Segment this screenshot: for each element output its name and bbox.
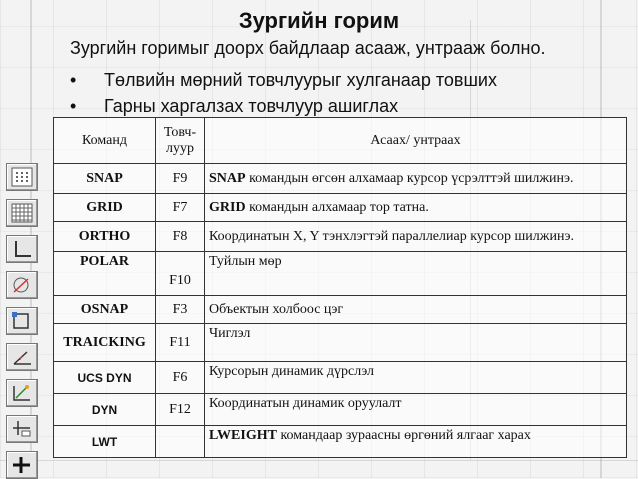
grid-icon [10,202,34,224]
description-cell [205,426,627,458]
dyn-icon [10,418,34,440]
key-cell: F10 [156,252,205,296]
description-text: Объектын холбоос цэг [209,301,344,317]
grid-button[interactable] [6,199,38,227]
description-text: Координатын динамик оруулалт [209,396,402,411]
ucs-dyn-button[interactable] [6,379,38,407]
tracking-button[interactable] [6,343,38,371]
osnap-icon [10,310,34,332]
description-cell [205,222,627,252]
ucs-dyn-icon [10,382,34,404]
description-text: командаар зураасны өргөний ялгааг харах [276,428,531,443]
lwt-button[interactable] [6,451,38,479]
table-row [54,362,627,394]
snap-icon [10,166,34,188]
table-row [54,296,627,324]
command-cell: SNAP [54,164,156,194]
key-cell: F8 [156,222,205,252]
key-cell: F11 [156,324,205,362]
description-text: командын өгсөн алхамаар курсор үсрэлттэй шилжинэ. [245,170,574,186]
tracking-icon [10,346,34,368]
polar-button[interactable] [6,271,38,299]
description-cell [205,362,627,394]
dyn-button[interactable] [6,415,38,443]
description-text: Координатын X, Y тэнхлэгтэй параллелиар курсор шилжинэ. [209,228,574,244]
bullet-text: Гарны харгалзах товчлуур ашиглах [104,96,399,116]
command-cell: GRID [54,194,156,222]
description-cell [205,394,627,426]
header-command: Команд [54,118,156,164]
command-cell: DYN [54,394,156,426]
bullet-item [70,70,497,91]
command-table [53,117,627,458]
header-key: Товч-луур [156,118,205,164]
header-description: Асаах/ унтраах [205,118,627,164]
description-cell [205,296,627,324]
key-cell: F12 [156,394,205,426]
snap-button[interactable] [6,163,38,191]
table-header-row [54,118,627,164]
bullet-text: Төлвийн мөрний товчлуурыг хулганаар товших [104,70,497,90]
key-cell: F6 [156,362,205,394]
slide-title: Зургийн горим [238,8,400,33]
command-cell: OSNAP [54,296,156,324]
description-cell [205,324,627,362]
ortho-icon [10,238,34,260]
description-text: Чиглэл [209,326,251,341]
command-cell: ORTHO [54,222,156,252]
key-cell: F7 [156,194,205,222]
command-cell: LWT [54,426,156,458]
bullet-item [70,96,398,117]
description-keyword: LWEIGHT [209,428,277,443]
description-text: командын алхамаар тор татна. [245,199,429,215]
command-cell: UCS DYN [54,362,156,394]
table-row [54,324,627,362]
description-keyword: SNAP [209,170,246,186]
lwt-icon [10,454,34,476]
ortho-button[interactable] [6,235,38,263]
table-row [54,252,627,296]
table-row [54,394,627,426]
key-cell: F9 [156,164,205,194]
bullet-symbol: • [70,96,77,116]
command-cell: POLAR [54,252,156,296]
description-keyword: GRID [209,199,246,215]
table-row [54,164,627,194]
description-text: Курсорын динамик дүрслэл [209,364,374,379]
bullet-symbol: • [70,70,77,90]
description-cell [205,194,627,222]
key-cell: F3 [156,296,205,324]
description-cell [205,164,627,194]
table-row [54,222,627,252]
command-cell: TRAICKING [54,324,156,362]
table-row [54,426,627,458]
description-text: Туйлын мөр [209,254,282,269]
key-cell [156,426,205,458]
polar-icon [10,274,34,296]
osnap-button[interactable] [6,307,38,335]
description-cell [205,252,627,296]
slide-intro: Зургийн горимыг доорх байдлаар асааж, унтрааж болно. [70,38,546,58]
table-row [54,194,627,222]
